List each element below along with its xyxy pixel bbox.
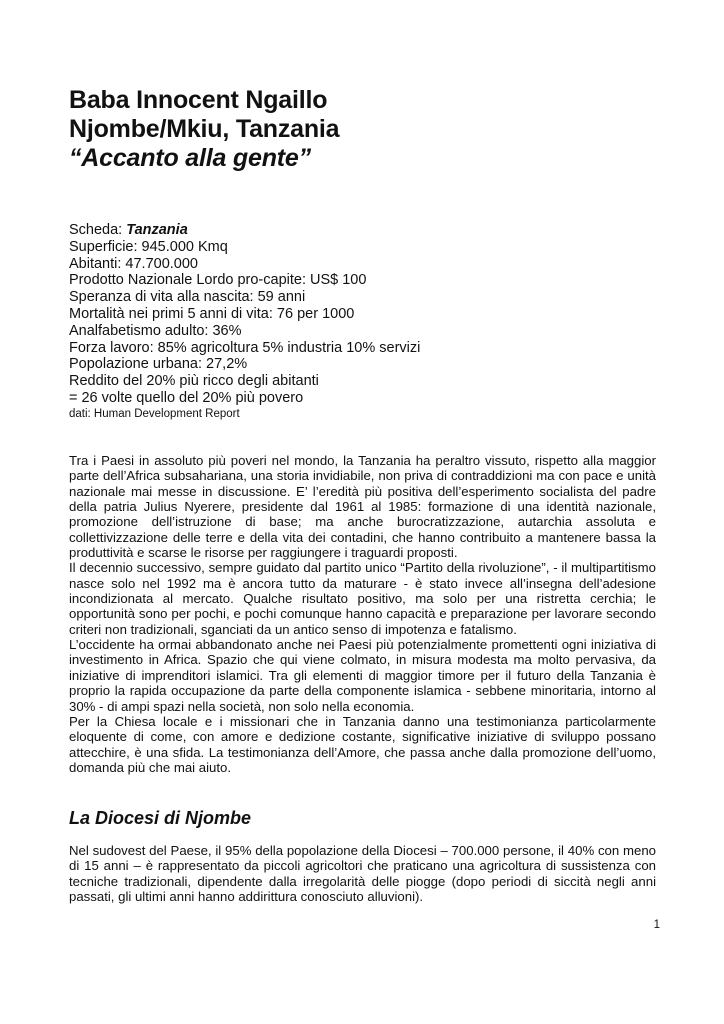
fact-sheet-heading xyxy=(69,222,669,239)
body-paragraph: Il decennio successivo, sempre guidato dal partito unico “Partito della rivoluzione”, - il multipartitismo nasce solo nel 1992 ma è ancora tutto da maturare - è stato invece all’insegna dell’adesione incondizionata al mercato. Qualche risultato positivo, ma solo per una ristretta cerchia; le opportunità sono per pochi, e pochi comunque hanno capacità e preparazione per lavorare secondo criteri non tradizionali, sganciati da un antico senso di impotenza e fatalismo. xyxy=(69,560,656,637)
section-body xyxy=(69,843,656,904)
fact-sheet-source: dati: Human Development Report xyxy=(69,407,240,420)
main-body xyxy=(69,453,656,775)
fact-child-mortality: Mortalità nei primi 5 anni di vita: 76 per 1000 xyxy=(69,305,355,322)
fact-population: Abitanti: 47.700.000 xyxy=(69,255,198,272)
fact-illiteracy: Analfabetismo adulto: 36% xyxy=(69,322,242,339)
fact-workforce: Forza lavoro: 85% agricoltura 5% industria 10% servizi xyxy=(69,339,421,356)
fact-gnp: Prodotto Nazionale Lordo pro-capite: US$ 100 xyxy=(69,272,367,289)
page-number: 1 xyxy=(653,919,660,931)
title-motto: “Accanto alla gente” xyxy=(69,144,311,172)
fact-sheet-label: Scheda: xyxy=(69,222,127,238)
title-block xyxy=(69,86,669,173)
fact-income-ratio: = 26 volte quello del 20% più povero xyxy=(69,389,304,406)
title-name: Baba Innocent Ngaillo xyxy=(69,86,328,114)
fact-area: Superficie: 945.000 Kmq xyxy=(69,238,228,255)
body-paragraph: Tra i Paesi in assoluto più poveri nel mondo, la Tanzania ha peraltro vissuto, rispetto alla maggior parte dell’Africa subsahariana, una storia invidiabile, non priva di contraddizioni ma con pace e unità nazionale mai messe in discussione. E’ l’eredità più positiva dell’esperimento socialista del padre della patria Julius Nyerere, presidente dal 1961 al 1985: formazione di una identità nazionale, promozione dell’istruzione di base; ma anche burocratizzazione, autarchia assoluta e collettivizzazione delle terre e della vita dei contadini, che hanno contribuito a mantenere bassa la produttività e scarse le risorse per raggiungere i traguardi proposti. xyxy=(69,453,656,561)
title-location: Njombe/Mkiu, Tanzania xyxy=(69,115,340,143)
fact-income-richest: Reddito del 20% più ricco degli abitanti xyxy=(69,373,319,390)
section-heading: La Diocesi di Njombe xyxy=(69,808,252,828)
body-paragraph: Per la Chiesa locale e i missionari che in Tanzania danno una testimonianza particolarmente eloquente di come, con amore e dedizione costante, significative iniziative di sviluppo possano attecchire, è una sfida. La testimonianza dell’Amore, che passa anche dalla promozione dell’uomo, domanda più che mai aiuto. xyxy=(69,713,656,775)
fact-life-expectancy: Speranza di vita alla nascita: 59 anni xyxy=(69,289,306,306)
body-paragraph: L’occidente ha ormai abbandonato anche nei Paesi più potenzialmente promettenti ogni iniziativa di investimento in Africa. Spazio che qui viene colmato, in misura modesta ma molto pervasiva, da iniziative di imprenditori islamici. Tra gli elementi di maggior timore per il futuro della Tanzania è proprio la rapida occupazione da parte della componente islamica - sebbene minoritaria, intorno al 30% - di ampi spazi nella società, non solo nella economia. xyxy=(69,637,656,714)
country-fact-sheet xyxy=(69,222,669,421)
fact-urban-population: Popolazione urbana: 27,2% xyxy=(69,356,248,373)
fact-sheet-country: Tanzania xyxy=(126,222,188,238)
section-paragraph: Nel sudovest del Paese, il 95% della popolazione della Diocesi – 700.000 persone, il 40% con meno di 15 anni – è rappresentato da piccoli agricoltori che praticano una agricoltura di sussistenza con tecniche tradizionali, dipendente dalla irregolarità delle piogge (dopo periodi di siccità negli anni passati, gli ultimi anni hanno addirittura conosciuto alluvioni). xyxy=(69,843,656,905)
